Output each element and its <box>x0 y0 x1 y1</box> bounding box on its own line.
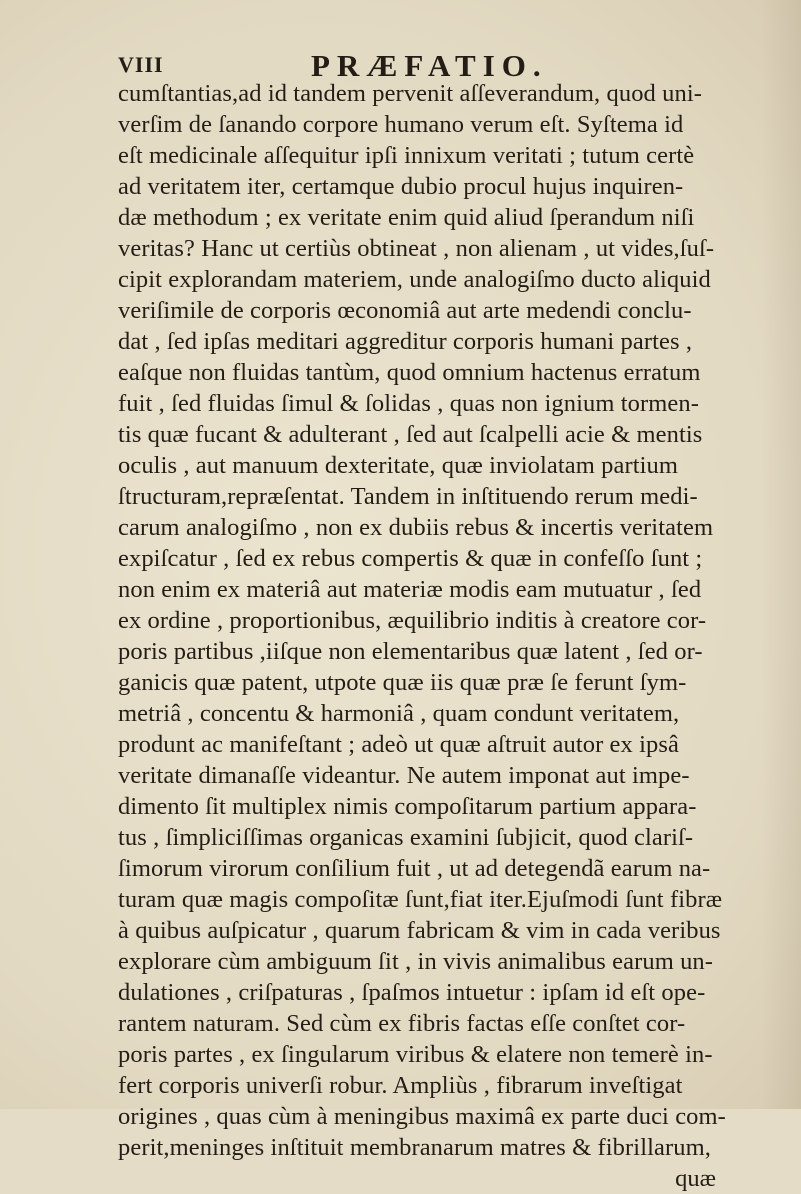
text-line: dimento ſit multiplex nimis compoſitarum partium appara- <box>118 793 697 820</box>
text-line: fuit , ſed fluidas ſimul & ſolidas , quas non ignium tormen- <box>118 390 700 417</box>
text-line: origines , quas cùm à meningibus maximâ ex parte duci com- <box>118 1103 726 1130</box>
text-line: à quibus auſpicatur , quarum fabricam & vim in cada veribus <box>118 917 721 944</box>
text-line: explorare cùm ambiguum ſit , in vivis animalibus earum un- <box>118 948 714 975</box>
page-number: VIII <box>118 52 164 77</box>
page-header <box>118 48 718 82</box>
text-line: tus , ſimpliciſſimas organicas examini ſubjicit, quod clariſ- <box>118 824 694 851</box>
running-title: PRÆFATIO. <box>311 48 548 83</box>
text-line: ex ordine , proportionibus, æquilibrio inditis à creatore cor- <box>118 607 707 634</box>
text-line: fert corporis univerſi robur. Ampliùs , fibrarum inveſtigat <box>118 1072 683 1099</box>
body-text <box>118 78 738 1194</box>
text-line: eſt medicinale aſſequitur ipſi innixum veritati ; tutum certè <box>118 142 695 169</box>
text-line: carum analogiſmo , non ex dubiis rebus & incertis veritatem <box>118 514 714 541</box>
catchword: quæ <box>675 1165 716 1192</box>
text-line: perit,meninges inſtituit membranarum matres & fibrillarum, <box>118 1134 711 1161</box>
text-line: oculis , aut manuum dexteritate, quæ inviolatam partium <box>118 452 679 479</box>
text-line: metriâ , concentu & harmoniâ , quam condunt veritatem, <box>118 700 680 727</box>
text-line: veritate dimanaſſe videantur. Ne autem imponat aut impe- <box>118 762 690 789</box>
text-line: expiſcatur , ſed ex rebus compertis & quæ in confeſſo ſunt ; <box>118 545 703 572</box>
text-line: ad veritatem iter, certamque dubio procul hujus inquiren- <box>118 173 684 200</box>
text-line: dulationes , criſpaturas , ſpaſmos intuetur : ipſam id eſt ope- <box>118 979 706 1006</box>
text-line: tis quæ fucant & adulterant , ſed aut ſcalpelli acie & mentis <box>118 421 703 448</box>
text-line: verſim de ſanando corpore humano verum eſt. Syſtema id <box>118 111 684 138</box>
text-line: cipit explorandam materiem, unde analogiſmo ductо aliquid <box>118 266 711 293</box>
text-line: cumſtantias,ad id tandem pervenit aſſeverandum, quod uni- <box>118 80 702 107</box>
text-line: poris partibus ,iiſque non elementaribus quæ latent , ſed or- <box>118 638 703 665</box>
text-line: rantem naturam. Sed cùm ex fibris factas eſſe conſtet cor- <box>118 1010 686 1037</box>
text-line: eaſque non fluidas tantùm, quod omnium hactenus erratum <box>118 359 701 386</box>
text-line: ganicis quæ patent, utpote quæ iis quæ præ ſe ferunt ſym- <box>118 669 687 696</box>
text-line: ſtructuram,repræſentat. Tandem in inſtituendo rerum medi- <box>118 483 698 510</box>
page-edge-shadow <box>761 0 801 1109</box>
text-line: dat , ſed ipſas meditari aggreditur corporis humani partes , <box>118 328 693 355</box>
text-line: veritas? Hanc ut certiùs obtineat , non alienam , ut vides,ſuſ- <box>118 235 715 262</box>
text-line: dæ methodum ; ex veritate enim quid aliud ſperandum niſi <box>118 204 695 231</box>
text-line: poris partes , ex ſingularum viribus & elatere non temerè in- <box>118 1041 713 1068</box>
text-line: veriſimile de corporis œconomiâ aut arte medendi conclu- <box>118 297 692 324</box>
text-line: turam quæ magis compoſitæ ſunt,fiat iter.Ejuſmodi ſunt fibræ <box>118 886 723 913</box>
text-line: produnt ac manifeſtant ; adeò ut quæ aſtruit autor ex ipsâ <box>118 731 679 758</box>
text-line: non enim ex materiâ aut materiæ modis eam mutuatur , ſed <box>118 576 702 603</box>
text-line: ſimorum virorum conſilium fuit , ut ad detegendã earum na- <box>118 855 711 882</box>
